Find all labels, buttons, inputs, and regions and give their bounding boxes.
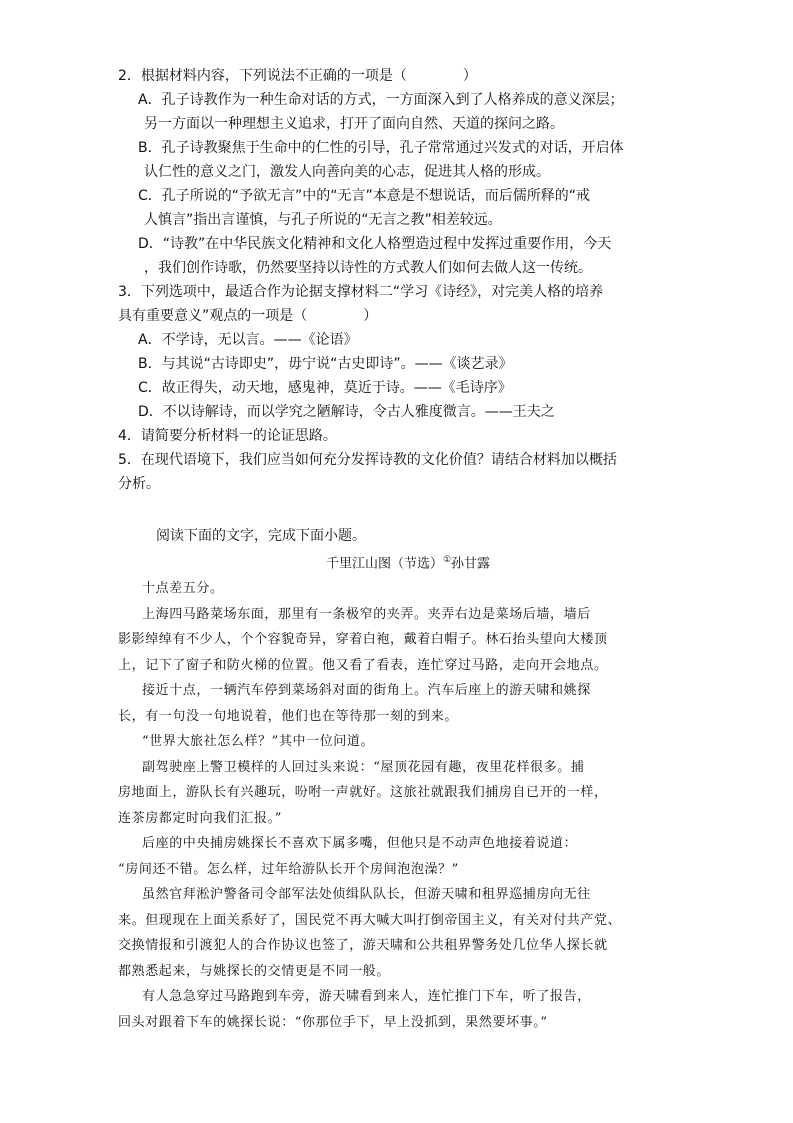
passage-title xyxy=(118,548,678,576)
passage-paragraph xyxy=(118,831,678,882)
paragraph-line: 上，记下了窗子和防火梯的位置。他又看了看表，连忙穿过马路，走向开会地点。 xyxy=(118,657,608,673)
question-3-stem-cont: 具有重要意义”观点的一项是（ ） xyxy=(118,308,378,324)
question-3-option-b: B．与其说“古诗即史”，毋宁说“古史即诗”。——《谈艺录》 xyxy=(138,356,513,372)
paragraph-line: 接近十点，一辆汽车停到菜场斜对面的街角上。汽车后座上的游天啸和姚探 xyxy=(142,683,591,699)
passage-paragraph xyxy=(118,984,678,1035)
question-2-option-b xyxy=(138,136,678,184)
paragraph-line: 连茶房都定时向我们汇报。” xyxy=(118,810,282,826)
passage-paragraph xyxy=(118,576,678,602)
question-2-option-d xyxy=(138,232,678,280)
author-name: 孙甘露 xyxy=(451,556,491,572)
question-2-option-a xyxy=(138,88,678,136)
paragraph-line: 后座的中央捕房姚探长不喜欢下属多嘴，但他只是不动声色地接着说道： xyxy=(142,836,578,852)
paragraph-line: 都熟悉起来，与姚探长的交情更是不同一般。 xyxy=(118,963,391,979)
footnote-mark: ① xyxy=(442,555,452,565)
reading-passage xyxy=(118,524,678,1035)
passage-paragraph xyxy=(118,882,678,984)
option-line: 另一方面以一种理想主义追求，打开了面向自然、天道的探问之路。 xyxy=(144,116,564,132)
paragraph-line: 房地面上，游队长有兴趣玩，吩咐一声就好。这旅社就跟我们捕房自已开的一样， xyxy=(118,785,608,801)
option-line: C．孔子所说的“予欲无言”中的“无言”本意是不想说话，而后儒所释的“戒 xyxy=(138,188,591,204)
option-line: 人慎言”指出言谨慎，与孔子所说的“无言之教”相差较远。 xyxy=(144,212,502,228)
option-line: B．孔子诗教聚焦于生命中的仁性的引导，孔子常常通过兴发式的对话，开启体 xyxy=(138,140,624,156)
reading-instruction: 阅读下面的文字，完成下面小题。 xyxy=(156,528,366,544)
passage-paragraph xyxy=(118,678,678,729)
paragraph-line: “世界大旅社怎么样？”其中一位问道。 xyxy=(142,734,375,750)
option-line: 认仁性的意义之门，激发人向善向美的心志，促进其人格的形成。 xyxy=(144,164,550,180)
paragraph-line: 回头对跟着下车的姚探长说：“你那位手下，早上没抓到，果然要坏事。” xyxy=(118,1014,548,1030)
paragraph-line: 十点差五分。 xyxy=(142,581,224,597)
question-5-stem-cont: 分析。 xyxy=(118,476,160,492)
question-2-stem: 2．根据材料内容，下列说法不正确的一项是（ ） xyxy=(118,68,477,84)
paragraph-line: 来。但现现在上面关系好了，国民党不再大喊大叫打倒帝国主义，有关对付共产党、 xyxy=(118,912,622,928)
question-3-option-c: C．故正得失，动天地，感鬼神，莫近于诗。——《毛诗序》 xyxy=(138,380,512,396)
question-section xyxy=(118,64,678,496)
passage-paragraph xyxy=(118,755,678,832)
passage-paragraph xyxy=(118,729,678,755)
option-line: A．孔子诗教作为一种生命对话的方式，一方面深入到了人格养成的意义深层； xyxy=(138,92,624,108)
paragraph-line: 副驾驶座上警卫模样的人回过头来说：“屋顶花园有趣，夜里花样很多。捕 xyxy=(142,759,585,775)
question-3-stem: 3．下列选项中，最适合作为论据支撑材料二“学习《诗经》，对完美人格的培养 xyxy=(118,284,604,300)
passage-body xyxy=(118,576,678,1035)
question-3-options xyxy=(138,328,678,424)
question-2-option-c xyxy=(138,184,678,232)
paragraph-line: “房间还不错。怎么样，过年给游队长开个房间泡泡澡？” xyxy=(118,861,459,877)
paragraph-line: 影影绰绰有不少人，个个容貌奇异，穿着白袍，戴着白帽子。林石抬头望向大楼顶 xyxy=(118,632,608,648)
option-line: D．“诗教”在中华民族文化精神和文化人格塑造过程中发挥过重要作用，今天 xyxy=(138,236,612,252)
question-4-stem: 4．请简要分析材料一的论证思路。 xyxy=(118,428,337,444)
question-5-stem: 5．在现代语境下，我们应当如何充分发挥诗教的文化价值？请结合材料加以概括 xyxy=(118,452,617,468)
paragraph-line: 交换情报和引渡犯人的合作协议也签了，游天啸和公共租界警务处几位华人探长就 xyxy=(118,938,608,954)
question-3-option-a: A．不学诗，无以言。——《论语》 xyxy=(138,332,358,348)
title-text: 千里江山图（节选） xyxy=(325,556,443,572)
question-3-option-d: D．不以诗解诗，而以学究之陋解诗，令古人雅度微言。——王夫之 xyxy=(138,404,555,420)
paragraph-line: 有人急急穿过马路跑到车旁，游天啸看到来人，连忙推门下车，听了报告， xyxy=(142,989,591,1005)
paragraph-line: 虽然官拜淞沪警备司令部军法处侦缉队队长，但游天啸和租界巡捕房向无往 xyxy=(142,887,591,903)
paragraph-line: 长，有一句没一句地说着，他们也在等待那一刻的到来。 xyxy=(118,708,459,724)
option-line: ，我们创作诗歌，仍然要坚持以诗性的方式教人们如何去做人这一传统。 xyxy=(144,260,592,276)
paragraph-line: 上海四马路菜场东面，那里有一条极窄的夹弄。夹弄右边是菜场后墙，墙后 xyxy=(142,606,591,622)
passage-paragraph xyxy=(118,602,678,679)
